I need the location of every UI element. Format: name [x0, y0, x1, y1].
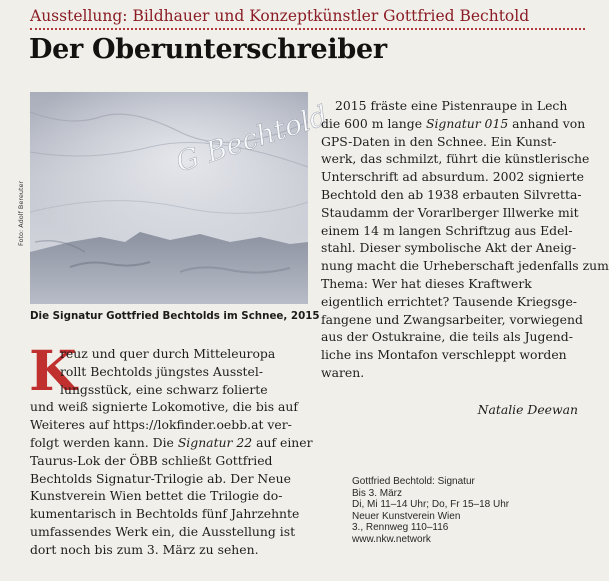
text-line: Staudamm der Vorarlberger Illwerke mit	[321, 204, 579, 220]
text-line: rollt Bechtolds jüngstes Ausstel-	[60, 363, 264, 379]
snow-signature-photo	[30, 92, 332, 304]
work-title: Signatur 015	[425, 115, 509, 131]
text-line: kumentarisch in Bechtolds fünf Jahrzehnte	[30, 506, 300, 522]
work-title: Signatur 22	[177, 434, 253, 450]
text-line: reuz und quer durch Mitteleuropa	[60, 346, 276, 361]
article-right-column	[321, 97, 609, 382]
text-line: aus der Ostukraine, die teils als Jugend-	[321, 329, 573, 345]
kicker: Ausstellung: Bildhauer und Konzeptkünstler Gottfried Bechtold	[30, 7, 585, 30]
photo-caption: Die Signatur Gottfried Bechtolds im Schnee, 2015	[30, 310, 320, 322]
text-line: umfassendes Werk ein, die Ausstellung ist	[30, 523, 296, 539]
venue-address: 3., Rennweg 110–116	[352, 522, 449, 534]
text-line: Kunstverein Wien bettet die Trilogie do-	[30, 488, 283, 504]
text-line: Bechtold den ab 1938 erbauten Silvretta-	[321, 186, 582, 202]
snow-landscape-image	[30, 92, 332, 304]
text-line: waren.	[321, 364, 365, 380]
opening-hours: Di, Mi 11–14 Uhr; Do, Fr 15–18 Uhr	[352, 499, 510, 511]
text-line: dort noch bis zum 3. März zu sehen.	[30, 541, 259, 557]
venue-website-link[interactable]: www.nkw.network	[352, 533, 431, 545]
text-line: lungsstück, eine schwarz folierte	[60, 381, 268, 397]
text-line: Taurus-Lok der ÖBB schließt Gottfried	[30, 452, 273, 468]
text-line: folgt werden kann. Die Signatur 22 auf einer	[30, 434, 313, 450]
text-line: werk, das schmilzt, führt die künstlerische	[321, 151, 590, 167]
exhibition-info-box	[352, 476, 552, 546]
photo-credit: Foto: Adolf Bereuter	[17, 180, 25, 246]
text-line: nung macht die Urheberschaft jedenfalls zum	[321, 258, 609, 274]
text-line: Weiteres auf https://lokfinder.oebb.at ver-	[30, 417, 292, 433]
text-line: eigentlich errichtet? Tausende Kriegsge-	[321, 293, 577, 309]
text-line: die 600 m lange Signatur 015 anhand von	[321, 115, 586, 131]
text-line: liche ins Montafon verschleppt worden	[321, 347, 567, 363]
snow-writing: G Bechtold	[171, 98, 332, 179]
text-line: einem 14 m langen Schriftzug aus Edel-	[321, 222, 573, 238]
text-line: Bechtolds Signatur-Trilogie ab. Der Neue	[30, 470, 291, 486]
text-line: stahl. Dieser symbolische Akt der Aneig-	[321, 240, 577, 256]
headline: Der Oberunterschreiber	[29, 34, 387, 65]
dropcap: K	[29, 338, 77, 403]
text-line: und weiß signierte Lokomotive, die bis auf	[30, 399, 298, 415]
text-line: Unterschrift ad absurdum. 2002 signierte	[321, 169, 584, 185]
exhibition-dates: Bis 3. März	[352, 487, 403, 499]
article-left-column	[29, 338, 315, 559]
venue-name: Neuer Kunstverein Wien	[352, 510, 461, 522]
text-line: fangene und Zwangsarbeiter, vorwiegend	[321, 311, 583, 327]
exhibition-title: Gottfried Bechtold: Signatur	[352, 476, 475, 487]
text-line: Thema: Wer hat dieses Kraftwerk	[321, 275, 532, 291]
text-line: 2015 fräste eine Pistenraupe in Lech	[335, 98, 568, 113]
author-byline: Natalie Deewan	[477, 402, 578, 417]
text-line: GPS-Daten in den Schnee. Ein Kunst-	[321, 133, 557, 149]
